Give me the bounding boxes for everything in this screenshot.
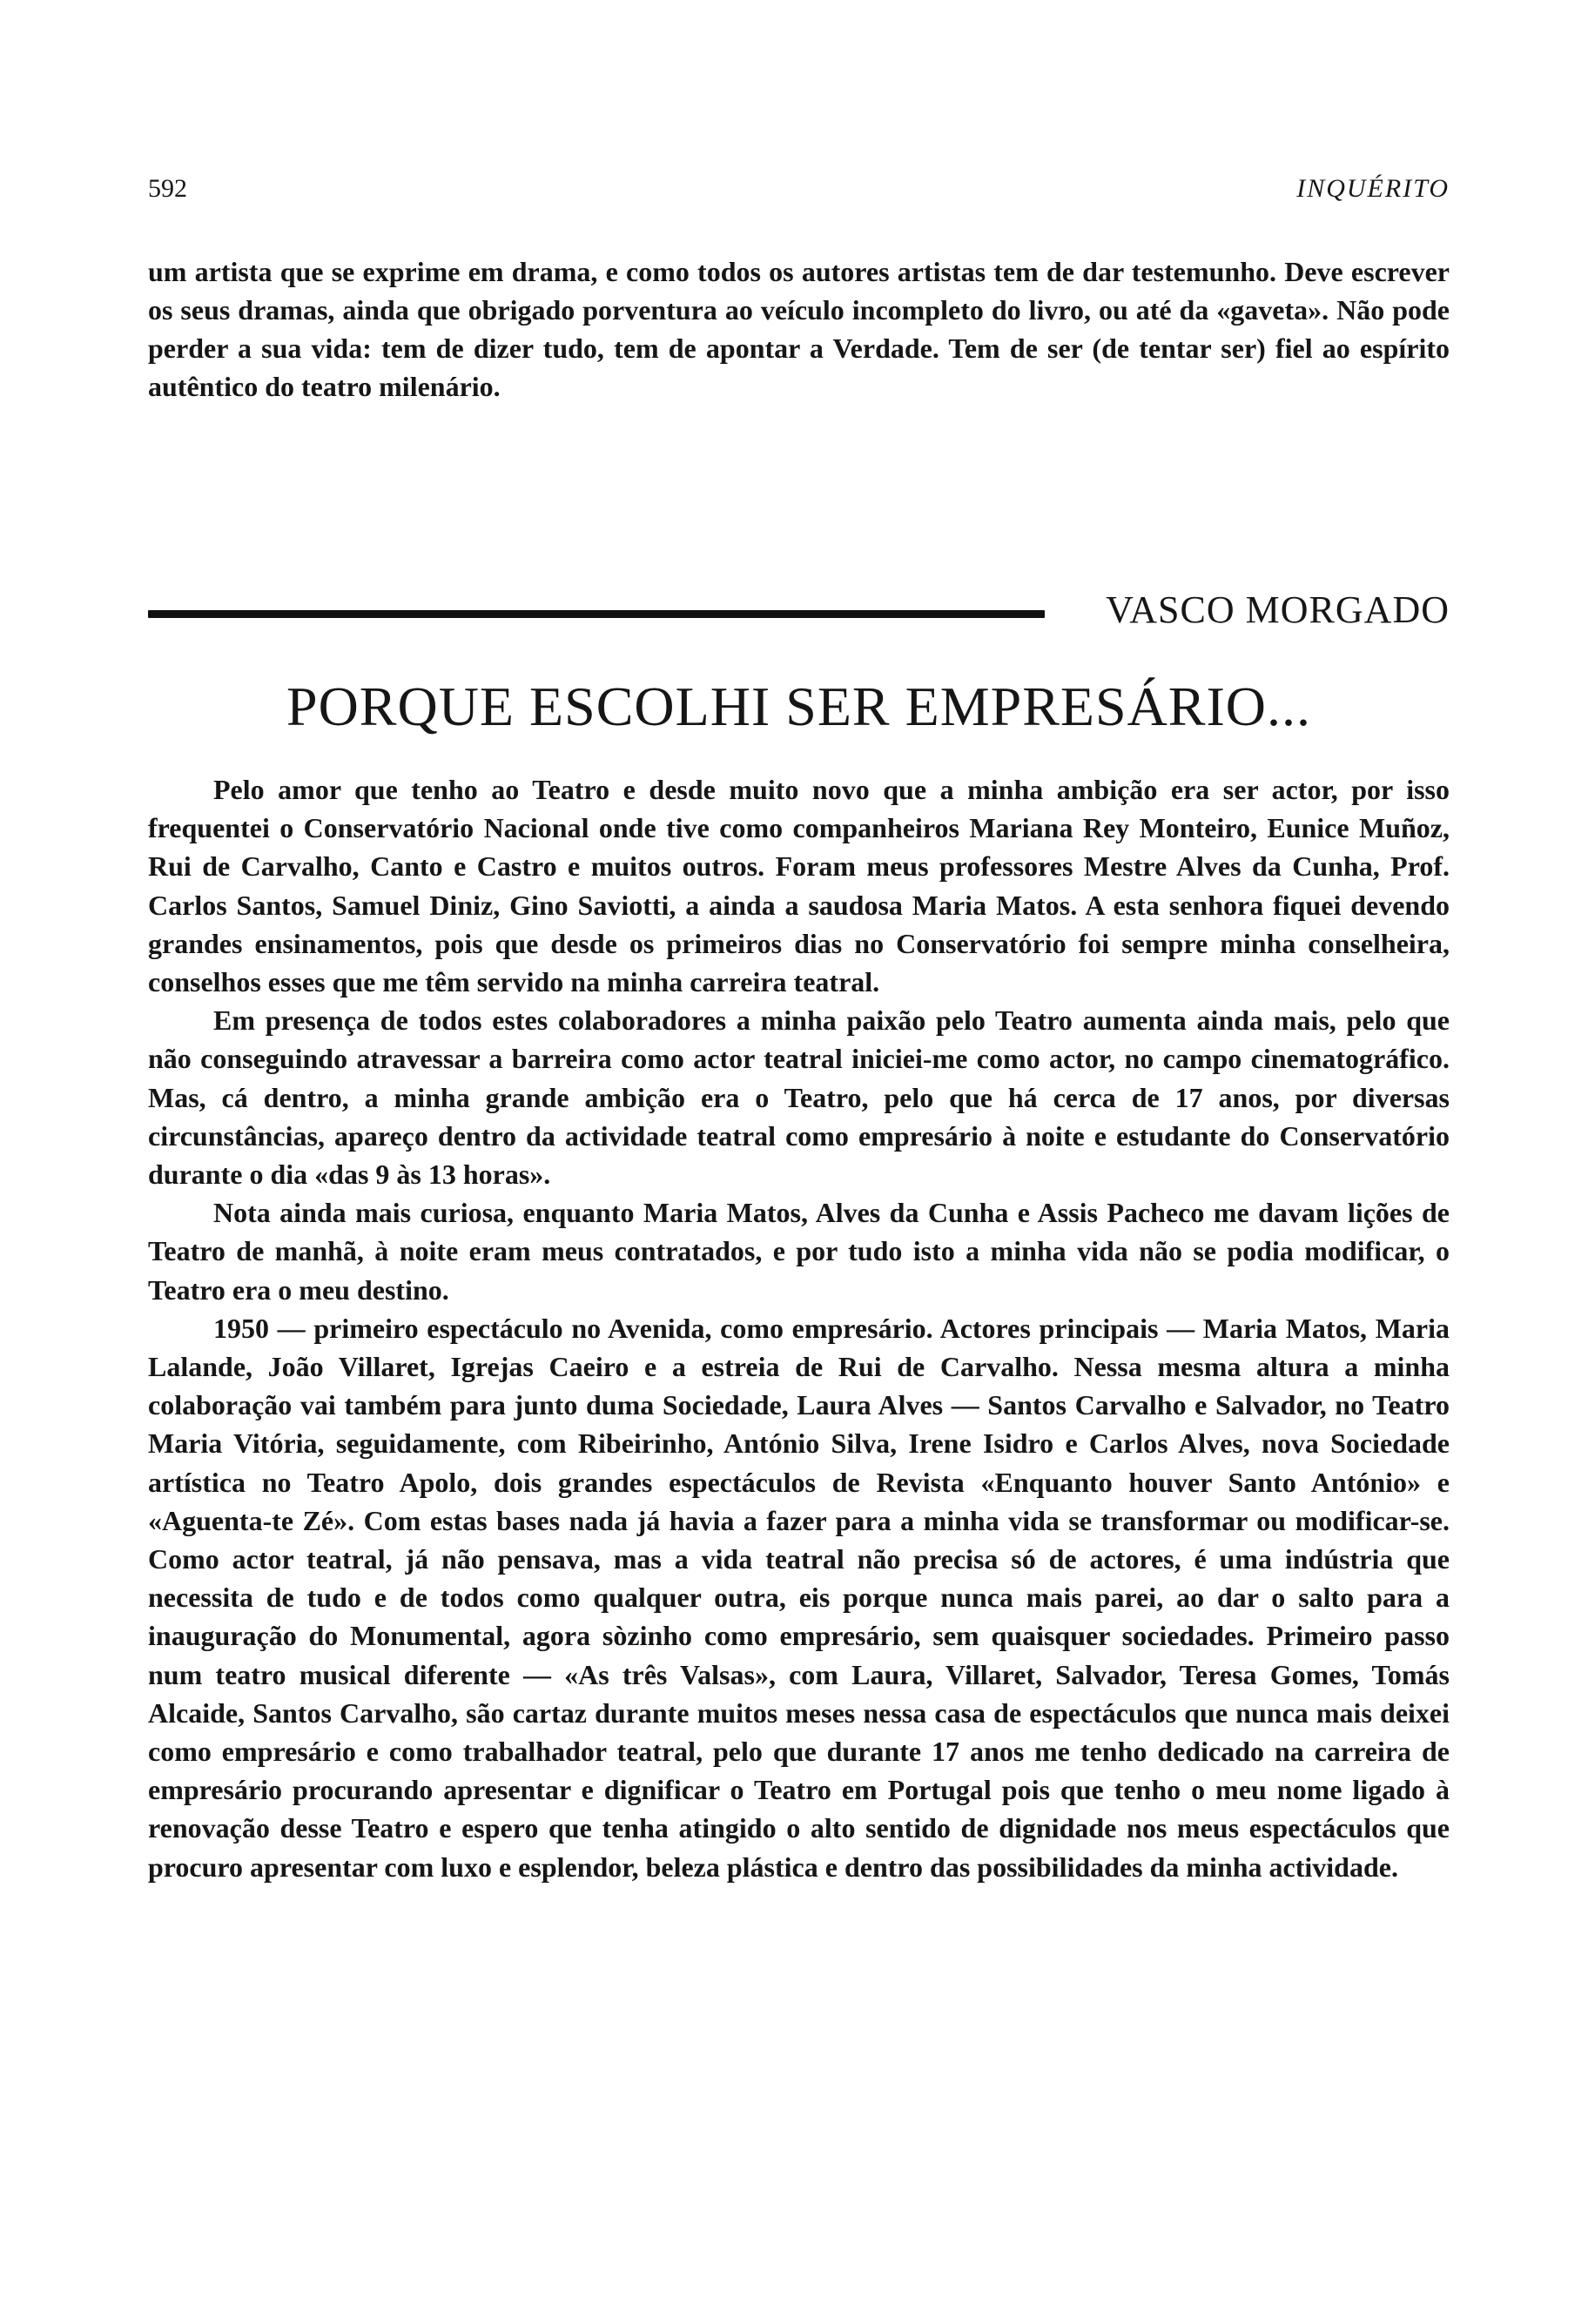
author-name: VASCO MORGADO [1106,588,1450,631]
running-title: INQUÉRITO [1296,174,1450,203]
article-body [148,770,1450,1886]
running-header [148,174,1450,209]
page-number: 592 [148,174,187,203]
intro-paragraph: um artista que se exprime em drama, e como todos os autores artistas tem de dar testemunho. Deve escrever os seus dramas, ainda que obrigado porventura ao veículo incompleto do livro, ou até da «gaveta». Não pode perder a sua vida: tem de dizer tudo, tem de apontar a Verdade. Tem de ser (de tentar ser) fiel ao espírito autêntico do teatro milenário. [148,256,1450,402]
document-page [148,0,1450,2324]
body-paragraph-4: 1950 — primeiro espectáculo no Avenida, como empresário. Actores principais — Maria Matos, Maria Lalande, João Villaret, Igrejas Caeiro e a estreia de Rui de Carvalho. Nessa mesma altura a minha colaboração vai também para junto duma Sociedade, Laura Alves — Santos Carvalho e Salvador, no Teatro Maria Vitória, seguidamente, com Ribeirinho, António Silva, Irene Isidro e Carlos Alves, nova Sociedade artística no Teatro Apolo, dois grandes espectáculos de Revista «Enquanto houver Santo António» e «Aguenta-te Zé». Com estas bases nada já havia a fazer para a minha vida se transformar ou modificar-se. Como actor teatral, já não pensava, mas a vida teatral não precisa só de actores, é uma indústria que necessita de tudo e de todos como qualquer outra, eis porque nunca mais parei, ao dar o salto para a inauguração do Monumental, agora sòzinho como empresário, sem quaisquer sociedades. Primeiro passo num teatro musical diferente — «As três Valsas», com Laura, Villaret, Salvador, Teresa Gomes, Tomás Alcaide, Santos Carvalho, são cartaz durante muitos meses nessa casa de espectáculos que nunca mais deixei como empresário e como trabalhador teatral, pelo que durante 17 anos me tenho dedicado na carreira de empresário procurando apresentar e dignificar o Teatro em Portugal pois que tenho o meu nome ligado à renovação desse Teatro e espero que tenha atingido o alto sentido de dignidade nos meus espectáculos que procuro apresentar com luxo e esplendor, beleza plástica e dentro das possibilidades da minha actividade. [148,1312,1450,1883]
body-paragraph-3: Nota ainda mais curiosa, enquanto Maria Matos, Alves da Cunha e Assis Pacheco me davam lições de Teatro de manhã, à noite eram meus contratados, e por tudo isto a minha vida não se podia modificar, o Teatro era o meu destino. [148,1197,1450,1306]
section-rule [148,610,1045,618]
body-paragraph-2: Em presença de todos estes colaboradores a minha paixão pelo Teatro aumenta ainda mais, pelo que não conseguindo atravessar a barreira como actor teatral iniciei-me como actor, no campo cinematográfico. Mas, cá dentro, a minha grande ambição era o Teatro, pelo que há cerca de 17 anos, por diversas circunstâncias, apareço dentro da actividade teatral como empresário à noite e estudante do Conservatório durante o dia «das 9 às 13 horas». [148,1004,1450,1191]
body-paragraph-1: Pelo amor que tenho ao Teatro e desde muito novo que a minha ambição era ser actor, por isso frequentei o Conservatório Nacional onde tive como companheiros Mariana Rey Monteiro, Eunice Muñoz, Rui de Carvalho, Canto e Castro e muitos outros. Foram meus professores Mestre Alves da Cunha, Prof. Carlos Santos, Samuel Diniz, Gino Saviotti, a ainda a saudosa Maria Matos. A esta senhora fiquei devendo grandes ensinamentos, pois que desde os primeiros dias no Conservatório foi sempre minha conselheira, conselhos esses que me têm servido na minha carreira teatral. [148,774,1450,998]
byline-row [148,588,1450,636]
article-title: PORQUE ESCOLHI SER EMPRESÁRIO... [286,675,1312,737]
